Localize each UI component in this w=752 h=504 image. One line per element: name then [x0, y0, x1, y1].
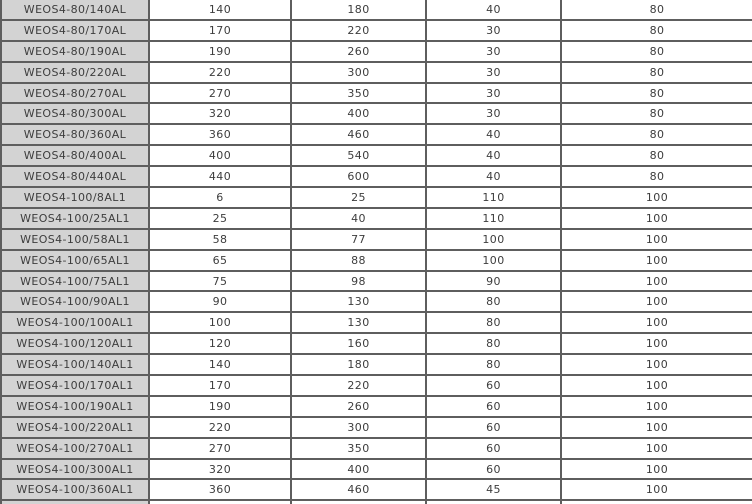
- value-cell: 100: [561, 291, 752, 312]
- model-cell: WEOS4-100/25AL1: [1, 208, 149, 229]
- table-row: [1, 459, 752, 480]
- value-cell: 220: [149, 62, 291, 83]
- value-cell: 60: [426, 417, 561, 438]
- value-cell: 400: [149, 145, 291, 166]
- value-cell: 130: [291, 291, 426, 312]
- value-cell: 80: [561, 124, 752, 145]
- value-cell: 25: [291, 187, 426, 208]
- value-cell: 80: [561, 166, 752, 187]
- model-cell: WEOS4-100/120AL1: [1, 333, 149, 354]
- table-row: [1, 20, 752, 41]
- value-cell: 60: [426, 396, 561, 417]
- model-cell: WEOS4-100/270AL1: [1, 438, 149, 459]
- value-cell: 270: [149, 438, 291, 459]
- model-cell: WEOS4-80/170AL: [1, 20, 149, 41]
- value-cell: 88: [291, 250, 426, 271]
- value-cell: 30: [426, 20, 561, 41]
- value-cell: 100: [561, 396, 752, 417]
- value-cell: [149, 500, 291, 504]
- value-cell: [426, 500, 561, 504]
- model-cell: WEOS4-80/270AL: [1, 83, 149, 104]
- model-cell: WEOS4-100/90AL1: [1, 291, 149, 312]
- value-cell: 270: [149, 83, 291, 104]
- value-cell: 320: [149, 103, 291, 124]
- value-cell: 60: [426, 438, 561, 459]
- table-row: [1, 250, 752, 271]
- value-cell: 45: [426, 479, 561, 500]
- table-row: [1, 166, 752, 187]
- value-cell: 90: [426, 271, 561, 292]
- value-cell: 98: [291, 271, 426, 292]
- model-cell: WEOS4-100/140AL1: [1, 354, 149, 375]
- model-cell: WEOS4-100/8AL1: [1, 187, 149, 208]
- value-cell: 100: [561, 250, 752, 271]
- value-cell: 260: [291, 396, 426, 417]
- value-cell: 100: [426, 250, 561, 271]
- table-row: [1, 375, 752, 396]
- value-cell: 360: [149, 479, 291, 500]
- value-cell: 110: [426, 187, 561, 208]
- value-cell: 220: [291, 20, 426, 41]
- value-cell: 100: [561, 333, 752, 354]
- value-cell: 100: [561, 354, 752, 375]
- value-cell: 600: [291, 166, 426, 187]
- value-cell: 80: [561, 83, 752, 104]
- table-row: [1, 417, 752, 438]
- value-cell: 80: [426, 312, 561, 333]
- value-cell: 40: [426, 145, 561, 166]
- spec-table-body: [1, 0, 752, 504]
- value-cell: 40: [426, 124, 561, 145]
- model-cell: WEOS4-80/140AL: [1, 0, 149, 20]
- model-cell: WEOS4-80/440AL: [1, 166, 149, 187]
- table-row: [1, 41, 752, 62]
- value-cell: 300: [291, 62, 426, 83]
- value-cell: 80: [426, 291, 561, 312]
- model-cell: WEOS4-80/300AL: [1, 103, 149, 124]
- table-row: [1, 124, 752, 145]
- value-cell: 540: [291, 145, 426, 166]
- model-cell: WEOS4-100/360AL1: [1, 479, 149, 500]
- value-cell: 80: [426, 333, 561, 354]
- value-cell: 460: [291, 124, 426, 145]
- value-cell: 80: [561, 0, 752, 20]
- value-cell: 100: [561, 479, 752, 500]
- value-cell: [561, 500, 752, 504]
- value-cell: 30: [426, 41, 561, 62]
- value-cell: 440: [149, 166, 291, 187]
- model-cell: WEOS4-100/170AL1: [1, 375, 149, 396]
- value-cell: 100: [561, 438, 752, 459]
- model-cell: WEOS4-80/400AL: [1, 145, 149, 166]
- model-cell: [1, 500, 149, 504]
- value-cell: 80: [426, 354, 561, 375]
- value-cell: 220: [291, 375, 426, 396]
- value-cell: 80: [561, 20, 752, 41]
- value-cell: 360: [149, 124, 291, 145]
- value-cell: 6: [149, 187, 291, 208]
- value-cell: 60: [426, 375, 561, 396]
- value-cell: 100: [561, 312, 752, 333]
- model-cell: WEOS4-80/360AL: [1, 124, 149, 145]
- value-cell: 170: [149, 375, 291, 396]
- value-cell: 160: [291, 333, 426, 354]
- value-cell: 40: [426, 166, 561, 187]
- model-cell: WEOS4-100/220AL1: [1, 417, 149, 438]
- model-cell: WEOS4-80/190AL: [1, 41, 149, 62]
- value-cell: 400: [291, 459, 426, 480]
- value-cell: 100: [561, 375, 752, 396]
- value-cell: 58: [149, 229, 291, 250]
- value-cell: 140: [149, 0, 291, 20]
- table-row-partial: [1, 500, 752, 504]
- value-cell: 180: [291, 0, 426, 20]
- table-row: [1, 145, 752, 166]
- value-cell: 100: [561, 459, 752, 480]
- value-cell: 100: [561, 229, 752, 250]
- table-row: [1, 479, 752, 500]
- table-row: [1, 396, 752, 417]
- table-row: [1, 208, 752, 229]
- table-row: [1, 271, 752, 292]
- value-cell: 77: [291, 229, 426, 250]
- value-cell: 30: [426, 103, 561, 124]
- table-row: [1, 333, 752, 354]
- value-cell: 80: [561, 41, 752, 62]
- value-cell: 100: [561, 271, 752, 292]
- value-cell: 350: [291, 438, 426, 459]
- table-row: [1, 187, 752, 208]
- value-cell: 190: [149, 41, 291, 62]
- value-cell: 65: [149, 250, 291, 271]
- value-cell: 400: [291, 103, 426, 124]
- value-cell: 300: [291, 417, 426, 438]
- value-cell: 140: [149, 354, 291, 375]
- value-cell: 30: [426, 62, 561, 83]
- model-cell: WEOS4-100/300AL1: [1, 459, 149, 480]
- value-cell: 170: [149, 20, 291, 41]
- value-cell: 25: [149, 208, 291, 229]
- table-row: [1, 291, 752, 312]
- value-cell: 350: [291, 83, 426, 104]
- value-cell: 130: [291, 312, 426, 333]
- value-cell: 80: [561, 62, 752, 83]
- value-cell: 75: [149, 271, 291, 292]
- value-cell: 30: [426, 83, 561, 104]
- table-row: [1, 354, 752, 375]
- value-cell: 40: [426, 0, 561, 20]
- value-cell: 190: [149, 396, 291, 417]
- table-row: [1, 0, 752, 20]
- value-cell: 90: [149, 291, 291, 312]
- value-cell: 100: [561, 208, 752, 229]
- model-cell: WEOS4-100/100AL1: [1, 312, 149, 333]
- value-cell: 110: [426, 208, 561, 229]
- value-cell: 320: [149, 459, 291, 480]
- model-cell: WEOS4-100/65AL1: [1, 250, 149, 271]
- model-cell: WEOS4-100/75AL1: [1, 271, 149, 292]
- table-row: [1, 103, 752, 124]
- value-cell: 80: [561, 145, 752, 166]
- table-row: [1, 83, 752, 104]
- model-cell: WEOS4-80/220AL: [1, 62, 149, 83]
- value-cell: 460: [291, 479, 426, 500]
- table-row: [1, 229, 752, 250]
- value-cell: 180: [291, 354, 426, 375]
- value-cell: 100: [561, 187, 752, 208]
- value-cell: 120: [149, 333, 291, 354]
- value-cell: 100: [149, 312, 291, 333]
- model-cell: WEOS4-100/190AL1: [1, 396, 149, 417]
- value-cell: 100: [426, 229, 561, 250]
- value-cell: 60: [426, 459, 561, 480]
- model-cell: WEOS4-100/58AL1: [1, 229, 149, 250]
- value-cell: 80: [561, 103, 752, 124]
- value-cell: 220: [149, 417, 291, 438]
- value-cell: 40: [291, 208, 426, 229]
- value-cell: 100: [561, 417, 752, 438]
- value-cell: [291, 500, 426, 504]
- table-row: [1, 438, 752, 459]
- value-cell: 260: [291, 41, 426, 62]
- table-row: [1, 62, 752, 83]
- table-row: [1, 312, 752, 333]
